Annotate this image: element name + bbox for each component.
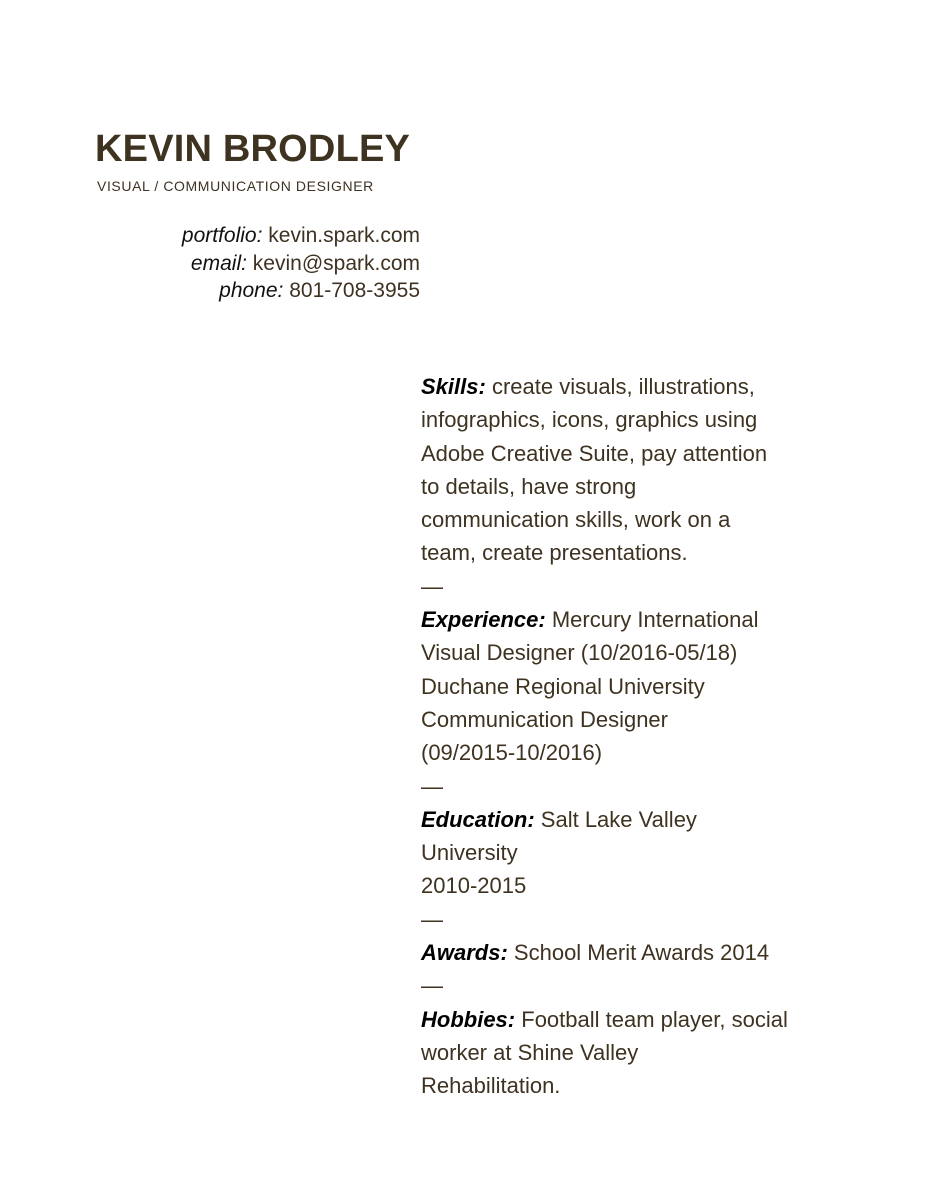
section-divider: — xyxy=(421,573,443,599)
resume-name: KEVIN BRODLEY xyxy=(95,128,411,170)
portfolio-label: portfolio: xyxy=(181,224,263,247)
skills-text: team, create presentations. xyxy=(421,540,688,566)
hobbies-section xyxy=(421,1003,821,1103)
contact-phone xyxy=(182,277,420,305)
email-label: email: xyxy=(190,251,247,275)
education-line xyxy=(421,803,821,836)
phone-number: 801-708-3955 xyxy=(289,279,420,302)
experience-text: Communication Designer xyxy=(421,706,668,732)
education-text: University xyxy=(421,840,518,866)
experience-text: Mercury International xyxy=(551,607,759,633)
awards-line xyxy=(421,936,821,969)
hobbies-text: worker at Shine Valley xyxy=(421,1039,639,1065)
experience-text: Duchane Regional University xyxy=(421,673,705,699)
awards-text: School Merit Awards 2014 xyxy=(513,940,770,966)
skills-section xyxy=(421,370,821,570)
skills-label: Skills: xyxy=(421,374,486,399)
experience-text: Visual Designer (10/2016-05/18) xyxy=(421,640,738,666)
experience-line xyxy=(421,603,821,636)
education-text: 2010-2015 xyxy=(421,873,527,899)
education-section xyxy=(421,803,821,903)
skills-text: to details, have strong xyxy=(421,473,637,499)
education-text: Salt Lake Valley xyxy=(540,806,697,832)
skills-text: Adobe Creative Suite, pay attention xyxy=(421,440,768,466)
skills-line xyxy=(421,370,821,403)
experience-text: (09/2015-10/2016) xyxy=(421,740,603,766)
portfolio-link[interactable]: kevin.spark.com xyxy=(268,224,420,247)
skills-text: create visuals, illustrations, xyxy=(491,374,755,399)
phone-label: phone: xyxy=(219,279,284,302)
section-divider: — xyxy=(421,973,443,999)
hobbies-label: Hobbies: xyxy=(421,1006,516,1032)
hobbies-text: Football team player, social xyxy=(521,1006,788,1032)
contact-portfolio xyxy=(182,222,420,250)
skills-text: infographics, icons, graphics using xyxy=(421,407,758,433)
experience-section xyxy=(421,603,821,769)
awards-section xyxy=(421,936,821,969)
awards-label: Awards: xyxy=(421,940,508,966)
experience-label: Experience: xyxy=(421,607,546,633)
email-link[interactable]: kevin@spark.com xyxy=(252,251,420,275)
section-divider: — xyxy=(421,906,443,932)
hobbies-text: Rehabilitation. xyxy=(421,1073,561,1099)
education-label: Education: xyxy=(421,806,535,832)
contact-email xyxy=(182,250,420,278)
skills-text: communication skills, work on a xyxy=(421,507,731,533)
section-divider: — xyxy=(421,773,443,799)
job-title: VISUAL / COMMUNICATION DESIGNER xyxy=(97,178,374,194)
resume-content xyxy=(421,370,821,1103)
hobbies-line xyxy=(421,1003,821,1036)
contact-block xyxy=(182,222,420,305)
